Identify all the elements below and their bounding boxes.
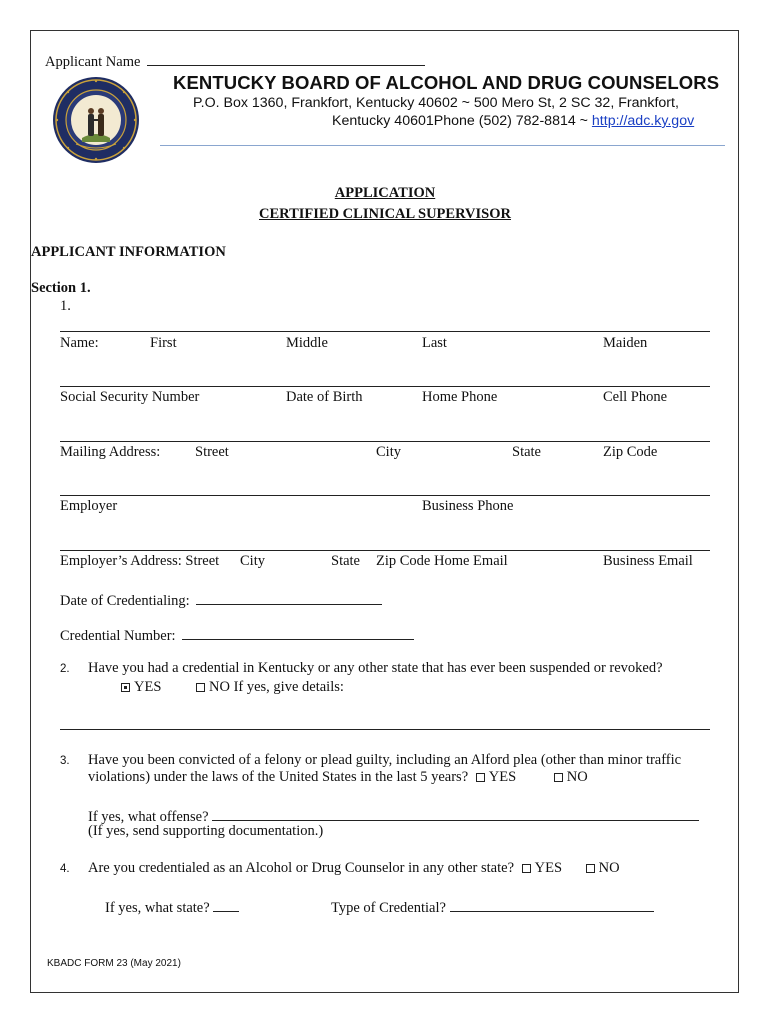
- last-name-label: Last: [422, 335, 447, 351]
- credential-number-label: Credential Number:: [60, 628, 176, 644]
- employer-address-label: Employer’s Address: Street: [60, 553, 220, 569]
- section-label: Section 1.: [31, 280, 91, 296]
- credential-number-row: [60, 625, 414, 645]
- question-2-number: 2.: [60, 663, 70, 675]
- question-4-no-option[interactable]: [586, 860, 620, 876]
- street-label: Street: [195, 444, 229, 460]
- ssn-label: Social Security Number: [60, 389, 200, 405]
- yes-checkbox-icon[interactable]: [121, 683, 130, 692]
- employer-city-label: City: [240, 553, 265, 569]
- business-email-label: Business Email: [603, 553, 693, 569]
- question-3-doc-note: (If yes, send supporting documentation.): [88, 823, 324, 839]
- yes-checkbox-icon[interactable]: [522, 864, 531, 873]
- question-2-yes-option[interactable]: [121, 679, 161, 696]
- no-checkbox-icon[interactable]: [554, 773, 563, 782]
- employer-label: Employer: [60, 498, 118, 514]
- zip-label: Zip Code: [603, 444, 658, 460]
- form-title-line1: APPLICATION: [334, 185, 436, 201]
- question-4-yes-label: YES: [534, 860, 563, 876]
- no-checkbox-icon[interactable]: [196, 683, 205, 692]
- question-4-state-row: [105, 897, 239, 917]
- question-4-type-row: [331, 897, 654, 917]
- question-4-yes-option[interactable]: [522, 860, 562, 876]
- applicant-info-heading: APPLICANT INFORMATION: [31, 244, 226, 260]
- name-label: Name:: [60, 335, 99, 351]
- question-4-type-field[interactable]: [450, 897, 654, 912]
- question-3-text: violations) under the laws of the United States in the last 5 years?: [88, 769, 469, 785]
- contact-line[interactable]: [60, 386, 710, 387]
- home-phone-label: Home Phone: [422, 389, 498, 405]
- question-3-text-line2: [88, 769, 588, 786]
- maiden-name-label: Maiden: [603, 335, 648, 351]
- date-of-credentialing-label: Date of Credentialing:: [60, 593, 190, 609]
- question-3-offense-field[interactable]: [212, 806, 699, 821]
- address-phone: Kentucky 40601Phone (502) 782-8814 ~: [332, 113, 588, 129]
- applicant-name-label: Applicant Name: [45, 54, 141, 70]
- question-3-no-option[interactable]: [554, 769, 588, 785]
- item-number: 1.: [60, 298, 71, 314]
- question-2-no-option[interactable]: [196, 679, 344, 696]
- cell-phone-label: Cell Phone: [603, 389, 668, 405]
- website-link[interactable]: http://adc.ky.gov: [591, 113, 695, 129]
- board-address-line1: P.O. Box 1360, Frankfort, Kentucky 40602 ~ 500 Mero St, 2 SC 32, Frankfort,: [193, 95, 679, 111]
- header-divider: [160, 145, 725, 146]
- mailing-line[interactable]: [60, 441, 710, 442]
- zip-home-email-label: Zip Code Home Email: [376, 553, 508, 569]
- question-2-text: Have you had a credential in Kentucky or any other state that has ever been suspended or revoked?: [88, 660, 663, 676]
- state-label: State: [512, 444, 541, 460]
- no-checkbox-icon[interactable]: [586, 864, 595, 873]
- question-4-row: [88, 860, 620, 877]
- kentucky-seal-icon: [52, 76, 140, 164]
- first-name-label: First: [150, 335, 177, 351]
- question-3-no-label: NO: [566, 769, 588, 785]
- business-phone-label: Business Phone: [422, 498, 514, 514]
- yes-checkbox-icon[interactable]: [476, 773, 485, 782]
- question-3-yes-label: YES: [488, 769, 517, 785]
- question-3-yes-option[interactable]: [476, 769, 516, 785]
- question-4-no-label: NO: [598, 860, 620, 876]
- question-4-type-label: Type of Credential?: [331, 900, 446, 916]
- question-3-text-line1: Have you been convicted of a felony or plead guilty, including an Alford plea (other than minor traffic: [88, 752, 682, 768]
- date-of-credentialing-row: [60, 590, 382, 610]
- employer-line[interactable]: [60, 495, 710, 496]
- form-footer-id: KBADC FORM 23 (May 2021): [47, 958, 181, 969]
- mailing-address-label: Mailing Address:: [60, 444, 161, 460]
- question-4-state-label: If yes, what state?: [105, 900, 210, 916]
- question-4-text: Are you credentialed as an Alcohol or Drug Counselor in any other state?: [88, 860, 515, 876]
- question-4-number: 4.: [60, 863, 70, 875]
- question-2-details-line[interactable]: [60, 729, 710, 730]
- dob-label: Date of Birth: [286, 389, 363, 405]
- question-2-no-label: NO If yes, give details:: [209, 679, 344, 695]
- board-title: KENTUCKY BOARD OF ALCOHOL AND DRUG COUNSELORS: [173, 72, 720, 93]
- form-page: [30, 30, 739, 993]
- question-3-offense-label: If yes, what offense?: [88, 809, 209, 825]
- middle-name-label: Middle: [286, 335, 328, 351]
- name-line[interactable]: [60, 331, 710, 332]
- question-3-number: 3.: [60, 755, 70, 767]
- form-title-line2: CERTIFIED CLINICAL SUPERVISOR: [259, 206, 511, 222]
- employer-address-line[interactable]: [60, 550, 710, 551]
- board-address-line2: [332, 113, 694, 129]
- question-2-yes-label: YES: [134, 679, 162, 695]
- employer-state-label: State: [331, 553, 360, 569]
- applicant-name-row: [45, 51, 425, 71]
- credential-number-field[interactable]: [182, 625, 414, 640]
- question-4-state-field[interactable]: [213, 897, 239, 912]
- applicant-name-field[interactable]: [147, 51, 425, 66]
- city-label: City: [376, 444, 401, 460]
- date-of-credentialing-field[interactable]: [196, 590, 382, 605]
